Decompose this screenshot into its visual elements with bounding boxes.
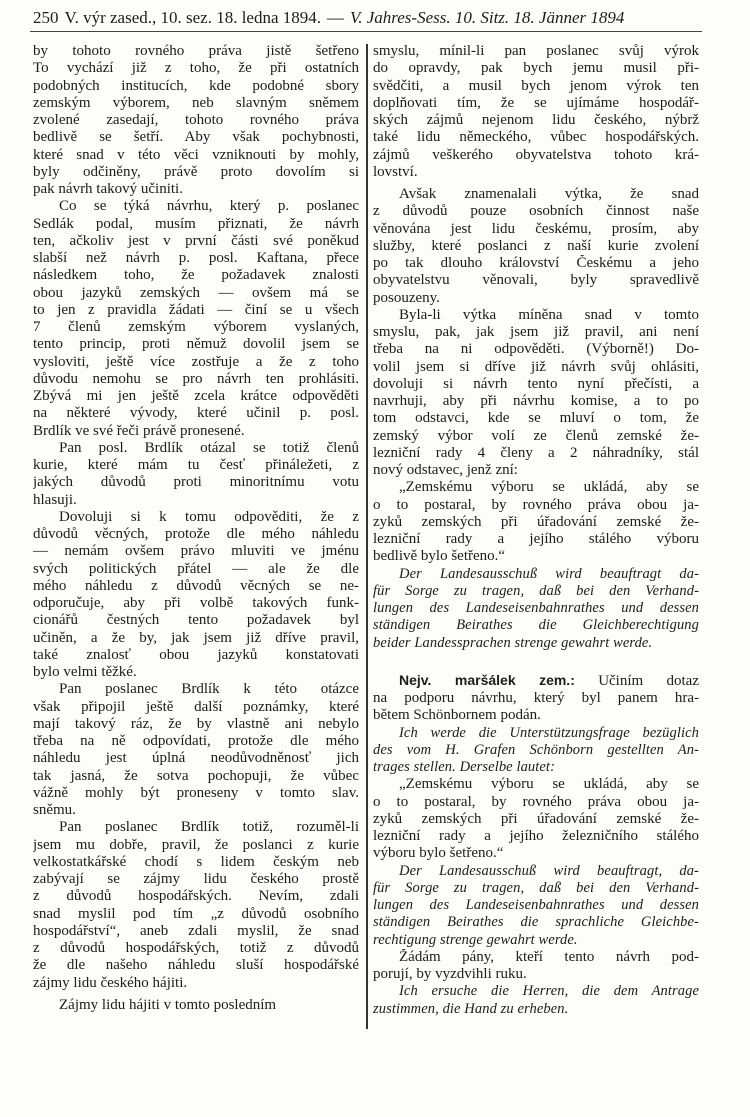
paragraph — [373, 479, 699, 565]
paragraph — [33, 819, 359, 992]
text-line: mého náhledu z důvodů věcných se ne- — [33, 577, 359, 594]
text-line: následkem toho, že požadavek znalosti — [33, 267, 359, 284]
text-line: Pan posl. Brdlík otázal se totiž členů — [59, 439, 359, 456]
text-line: zabývají se zájmy lidu českého prostě — [33, 871, 359, 887]
text-line: jsem mu dobře, pravil, že poslanci z kurie — [33, 836, 359, 853]
text-line: vysloviti, ještě více zostřuje a že z toho — [33, 353, 359, 370]
text-line: třeba na ni odpověděti. (Výborně!) Do- — [373, 341, 699, 358]
text-line: To vychází již z toho, že při ostatních — [33, 60, 359, 77]
paragraph — [373, 307, 699, 480]
text-line: dovoluji si návrh tento nyní přečísti, a — [373, 375, 699, 392]
text-line: po tak dlouho království Českému a jeho — [373, 255, 699, 271]
text-line: z důvodů pouze osobních činnost naše — [373, 203, 699, 220]
text-line: zyků zemských při úřadování zemské že- — [373, 513, 699, 530]
text-line: zustimmen, die Hand zu erheben. — [373, 1000, 569, 1017]
text-line: zyků zemských při úřadování zemské že- — [373, 810, 699, 827]
text-line: slabší než návrh p. posl. Kaftana, přece — [33, 250, 359, 266]
header-czech: V. výr zased., 10. sez. 18. ledna 1894. — [64, 8, 322, 27]
text-line: volil jsem si dříve již návrh svůj ohlásiti, — [373, 358, 699, 375]
text-line: bedlivě se šetří. Aby však pochybnosti, — [33, 129, 359, 146]
text-line: lezniční rady a jejího železničního stálého — [373, 828, 699, 844]
text-line: posouzeny. — [373, 289, 440, 306]
text-line: obyvatelstvu věnovali, byly spravedlivě — [373, 272, 699, 289]
text-line: porují, by vyzdvihli ruku. — [373, 966, 527, 982]
text-line: důvodu nemohu se pro návrh ten prohlásiti. — [33, 370, 359, 387]
text-line: Zájmy lidu hájiti v tomto posledním — [59, 996, 277, 1013]
text-line: doplňovati tím, že se ujímáme hospodář- — [373, 94, 699, 111]
text-line: tento princip, proti němuž dovolil jsem se — [33, 336, 359, 353]
page-number: 250 — [33, 8, 59, 27]
text-line: ständigen Beirathes die sprachliche Gleichbe- — [373, 914, 699, 931]
text-line — [373, 672, 699, 690]
text-line: z důvodů hospodářských. Nevím, zdali — [33, 888, 359, 905]
text-line: na podporu návrhu, který byl panem hra- — [373, 690, 699, 706]
text-line: Der Landesausschuß wird beauftragt, da- — [399, 862, 699, 879]
text-line: bedlivě bylo šetřeno.“ — [373, 548, 506, 565]
text-line: des vom H. Grafen Schönborn gestellten An- — [373, 741, 699, 758]
german-paragraph — [373, 566, 699, 652]
text-line: Pan poslanec Brdlík totiž, rozuměl-li — [59, 819, 359, 836]
text-line: služby, které poslanci z naší kurie zvolení — [373, 237, 699, 254]
text-line: Zbývá mi jen ještě zcela krátce odpověděti — [33, 388, 359, 404]
text-line: Avšak znamenalali výtka, že snad — [399, 186, 699, 202]
text-line: by tohoto rovného práva jistě šetřeno — [33, 43, 359, 59]
text-line: smyslu, mínil-li pan poslanec svůj výrok — [373, 43, 699, 59]
text-line: že dle našeho náhledu sluší hospodářské — [33, 957, 359, 974]
header-separator: — — [327, 8, 345, 27]
text-line: „Zemskému výboru se ukládá, aby se — [399, 479, 699, 496]
text-line: rechtigung strenge gewahrt werde. — [373, 931, 578, 948]
text-line: na některé vývody, které učinil p. posl. — [33, 405, 359, 422]
text-line: hlasuji. — [33, 491, 77, 508]
text-line: beider Landessprachen strenge gewahrt werde. — [373, 634, 653, 651]
text-line: Brdlík ve své řeči právě pronesené. — [33, 422, 245, 439]
text-line: odporučuje, aby při volbě takových funk- — [33, 595, 359, 611]
paragraph — [373, 186, 699, 307]
text-line: Byla-li výtka míněna snad v tomto — [399, 306, 699, 323]
paragraph — [33, 681, 359, 819]
text-line: vážně mohly být proneseny v tomto slav. — [33, 784, 359, 801]
column-divider — [366, 44, 368, 1029]
text-line: o to postaral, by rovného práva obou ja- — [373, 793, 699, 810]
text-line: für Sorge zu tragen, daß bei den Verhand- — [373, 582, 699, 599]
text-line: které snad v této věci vzniknouti by mohly, — [33, 146, 359, 163]
text-line: důvodů věcných, protože dle mého náhledu — [33, 526, 359, 542]
text-line: zájmy lidu českého hájiti. — [33, 974, 188, 991]
text-line: lovství. — [373, 163, 418, 180]
text-line: velkostatkářské chodí s lidem českým neb — [33, 853, 359, 870]
header-german: V. Jahres-Sess. 10. Sitz. 18. Jänner 1894 — [350, 8, 625, 27]
text-line: ständigen Beirathes die Gleichberechtigung — [373, 617, 699, 634]
text-line: také znalosť obou jazyků konstatovati — [33, 646, 359, 663]
text-line: — nemám ovšem právo mluviti ve jménu — [33, 543, 359, 560]
text-line: snad myslil pod tím „z důvodů osobního — [33, 905, 359, 922]
paragraph — [33, 509, 359, 682]
text-line: o to postaral, by rovného práva obou ja- — [373, 496, 699, 513]
right-column — [373, 43, 699, 1018]
text-line: tom odstavci, kde se mluví o tom, že — [373, 410, 699, 427]
text-line: Žádám pány, kteří tento návrh pod- — [399, 948, 699, 965]
speaker-name: Nejv. maršálek zem.: — [399, 671, 575, 688]
text-line: obou jazyků zemských — ovšem má se — [33, 284, 359, 301]
text-line: svých politických přátel — ale že dle — [33, 560, 359, 577]
text-line: hospodářství“, aneb zdali myslil, že snad — [33, 922, 359, 939]
text-line: nový odstavec, jenž zní: — [373, 462, 518, 478]
text-line: kurie, které mám tu česť přináležeti, z — [33, 457, 359, 473]
paragraph — [33, 440, 359, 509]
text-line: výboru bylo šetřeno.“ — [373, 845, 504, 862]
text-line: Ich ersuche die Herren, die dem Antrage — [399, 983, 699, 1000]
speaker-paragraph — [373, 672, 699, 725]
text-line: smyslu, pak, jak jsem již pravil, ani není — [373, 324, 699, 340]
text-line: podobných institucích, kde podobné sbory — [33, 77, 359, 94]
text-line: však připojil ještě další poznámky, které — [33, 698, 359, 715]
text-line: věnována jest lidu českému, prosím, aby — [373, 220, 699, 237]
paragraph — [33, 997, 359, 1014]
running-header — [33, 4, 701, 28]
text-line: mají takový ráz, že by vlastně ani nebylo — [33, 715, 359, 732]
text-line: Dovoluji si k tomu odpověditi, že z — [59, 508, 359, 525]
left-column — [33, 43, 359, 1014]
text-line: zemský výbor volí ze členů zemské že- — [373, 427, 699, 444]
text-line: zemským výborem, neb slavným sněmem — [33, 94, 359, 111]
text-line: také lidu německého, vůbec hospodářských. — [373, 129, 699, 146]
text-line: bylo velmi těžké. — [33, 664, 137, 680]
german-paragraph — [373, 863, 699, 949]
text-line: Ich werde die Unterstützungsfrage bezüglich — [399, 724, 699, 741]
text-line: lezniční rady 4 členy a 2 náhradníky, stál — [373, 444, 699, 461]
text-line: byly odčiněny, právě proto dovolím si — [33, 163, 359, 180]
paragraph — [373, 43, 699, 181]
text-line: Pan poslanec Brdlík k této otázce — [59, 681, 359, 698]
german-paragraph — [373, 725, 699, 777]
text-line: cionářů čestných tento požadavek byl — [33, 612, 359, 629]
text-line: navrhuji, aby při návrhu komise, a to po — [373, 393, 699, 409]
paragraph — [373, 776, 699, 862]
text-line: ten, ačkoliv jest v první části své poněkud — [33, 232, 359, 249]
text-line: 7 členů zemským výborem vyslaných, — [33, 319, 359, 335]
text-line: pak návrh takový učiniti. — [33, 181, 183, 197]
text-line: z důvodů hospodářských, totiž z důvodů — [33, 940, 359, 956]
text-line: svědčiti, a musil bych jenom výrok ten — [373, 77, 699, 94]
text-line: zájmů veškerého obyvatelstva tohoto krá- — [373, 146, 699, 163]
text-line: Der Landesausschuß wird beauftragt da- — [399, 565, 699, 582]
text-line: für Sorge zu tragen, daß bei den Verhand- — [373, 879, 699, 896]
german-paragraph — [373, 983, 699, 1018]
text-line: bětem Schönbornem podán. — [373, 707, 541, 724]
text-line: náhledu jest úplná neodůvodněnosť jich — [33, 750, 359, 767]
text-line: trages stellen. Derselbe lautet: — [373, 759, 555, 775]
text-line: ských zájmů nejenom lidu českého, nýbrž — [373, 112, 699, 128]
text-line: lungen des Landeseisenbahnrathes und dessen — [373, 600, 699, 616]
text-line: Sedlák podal, musím přiznati, že návrh — [33, 215, 359, 232]
text-line: jakých důvodů proti minoritnímu votu — [33, 474, 359, 491]
paragraph — [373, 949, 699, 984]
text-line: sněmu. — [33, 802, 76, 818]
text-line: „Zemskému výboru se ukládá, aby se — [399, 776, 699, 793]
speaker-text: Učiním dotaz — [598, 672, 699, 689]
text-line: to jen z pravidla žádati — činí se u všech — [33, 301, 359, 318]
text-line: tak jasná, že sotva pochopuji, že vůbec — [33, 767, 359, 784]
text-line: do opravdy, pak bych jemu musil při- — [373, 60, 699, 77]
text-line: lungen des Landeseisenbahnrathes und dessen — [373, 897, 699, 913]
text-line: lezniční rady a jejího stálého výboru — [373, 531, 699, 547]
text-line: Co se týká návrhu, který p. poslanec — [59, 198, 359, 215]
paragraph — [33, 43, 359, 198]
text-line: zvolené zasedají, tohoto rovného práva — [33, 112, 359, 128]
paragraph — [33, 198, 359, 440]
header-rule — [30, 31, 702, 32]
text-line: třeba na ně odpovídati, protože dle mého — [33, 733, 359, 749]
text-line: učiněn, a že by, jak jsem již dříve pravil, — [33, 629, 359, 646]
